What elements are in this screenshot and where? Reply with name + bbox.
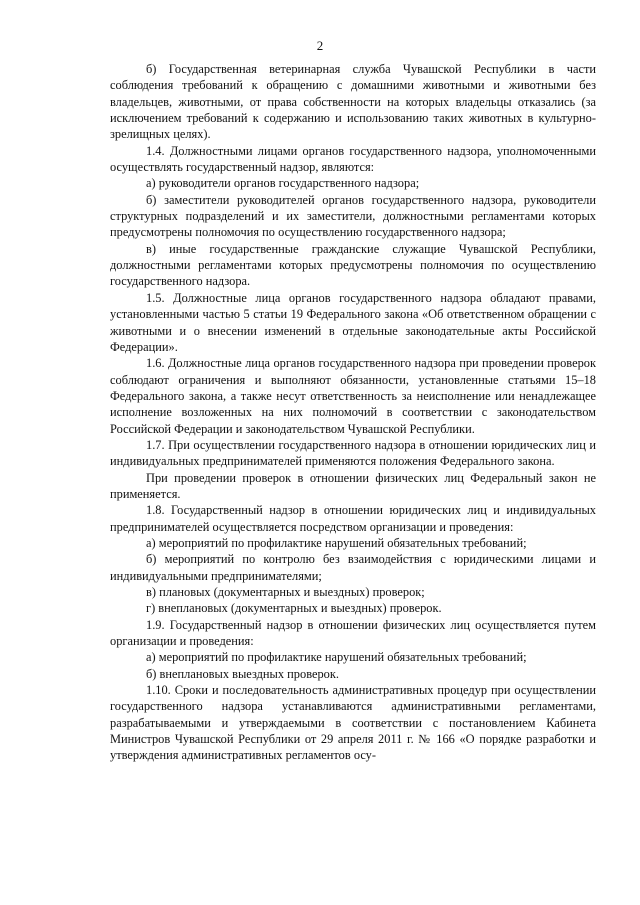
paragraph-1-9-a: а) мероприятий по профилактике нарушений обязательных требований; (146, 650, 527, 665)
paragraph-1-4: 1.4. Должностными лицами органов государственного надзора, уполномоченными осуществлять государственный надзор, являются: (110, 143, 596, 175)
paragraph-1-8: 1.8. Государственный надзор в отношении юридических лиц и индивидуальных предпринимателей осуществляется посредством организации и проведения: (110, 503, 596, 534)
paragraph-1-5: 1.5. Должностные лица органов государственного надзора обладают правами, установленными частью 5 статьи 19 Федерального закона «Об ответственном обращении с животными и о внесении изменений в отдельные законодательные акты Российской Федерации». (110, 290, 596, 354)
paragraph-1-7-individuals: При проведении проверок в отношении физических лиц Федеральный закон не применяется. (110, 470, 596, 501)
page-number: 2 (316, 38, 324, 53)
paragraph-1b-veterinary-service: б) Государственная ветеринарная служба Чувашской Республики в части соблюдения требований к обращению с домашними животными и животными без владельцев, животными, от права собственности на которых владельцы отказались (за исключением требований к содержанию и использованию таких животных в культурно-зрелищных целях). (110, 62, 596, 142)
document-body (110, 61, 596, 764)
paragraph-1-4-b: б) заместители руководителей органов государственного надзора, руководители структурных подразделений и их заместители, должностными регламентами которых предусмотрены полномочия по осуществлению государственного надзора; (110, 192, 596, 240)
paragraph-1-4-v: в) иные государственные гражданские служащие Чувашской Республики, должностными регламентами которых предусмотрены полномочия по осуществлению государственного надзора. (110, 241, 596, 289)
paragraph-1-8-g: г) внеплановых (документарных и выездных) проверок. (146, 601, 442, 616)
paragraph-1-9-b: б) внеплановых выездных проверок. (146, 666, 339, 681)
paragraph-1-10: 1.10. Сроки и последовательность административных процедур при осуществлении государственного надзора устанавливаются административными регламентами, разрабатываемыми и утверждаемыми в соответствии с постановлением Кабинета Министров Чувашской Республики от 29 апреля 2011 г. № 166 «О порядке разработки и утверждения административных регламентов осу- (110, 683, 596, 763)
paragraph-1-7: 1.7. При осуществлении государственного надзора в отношении юридических лиц и индивидуальных предпринимателей применяются положения Федерального закона. (110, 437, 596, 469)
paragraph-1-8-b: б) мероприятий по контролю без взаимодействия с юридическими лицами и индивидуальными предпринимателями; (110, 552, 596, 583)
paragraph-1-8-a: а) мероприятий по профилактике нарушений обязательных требований; (146, 535, 527, 550)
paragraph-1-8-v: в) плановых (документарных и выездных) проверок; (146, 585, 425, 599)
paragraph-1-9: 1.9. Государственный надзор в отношении физических лиц осуществляется путем организации и проведения: (110, 617, 596, 649)
paragraph-1-6: 1.6. Должностные лица органов государственного надзора при проведении проверок соблюдают ограничения и выполняют обязанности, установленные статьями 15–18 Федерального закона, а также несут ответственность за неисполнение или ненадлежащее исполнение возложенных на них полномочий в соответствии с законодательством Российской Федерации и законодательством Чувашской Республики. (110, 356, 596, 436)
paragraph-1-4-a: а) руководители органов государственного надзора; (146, 176, 420, 191)
